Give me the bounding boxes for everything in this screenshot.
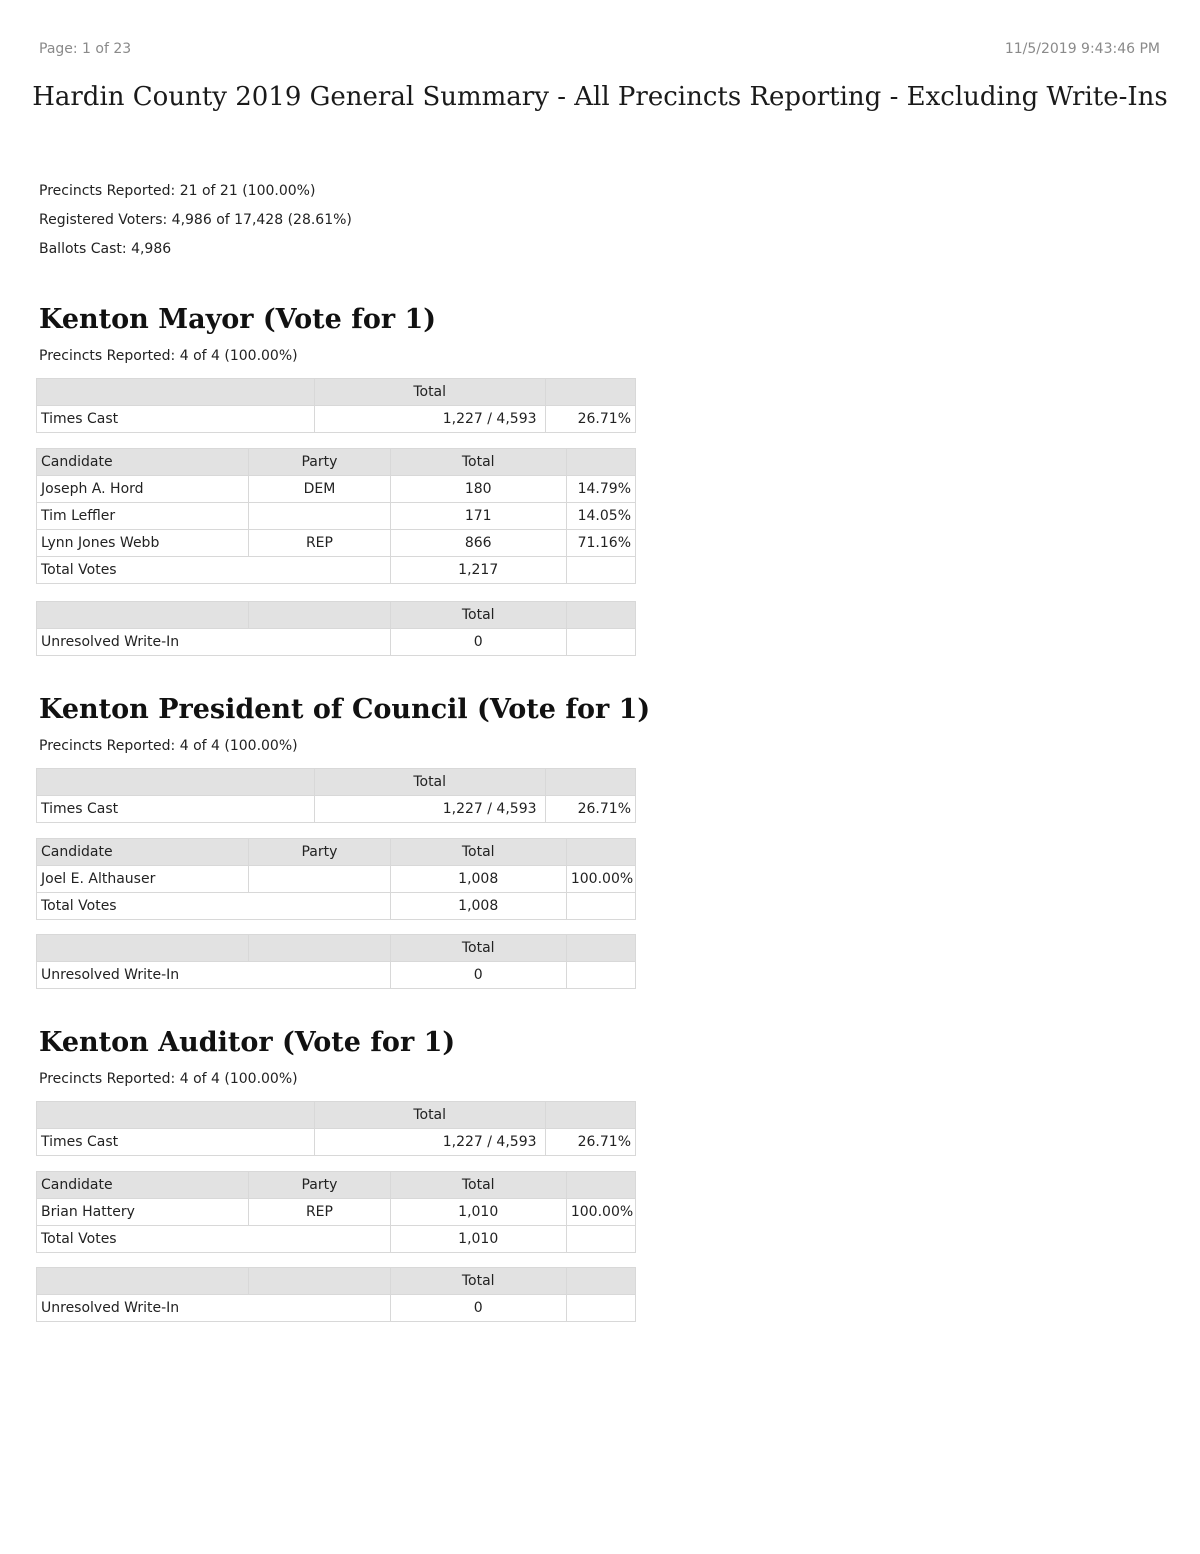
column-header-party: Party [249,1172,390,1199]
race-precincts-reported: Precincts Reported: 4 of 4 (100.00%) [39,738,298,754]
column-header-candidate: Candidate [37,1172,249,1199]
report-title: Hardin County 2019 General Summary - All Precincts Reporting - Excluding Write-Ins [32,82,1168,112]
header-blank [37,935,249,962]
column-header-party: Party [249,839,390,866]
header-blank [249,602,390,629]
candidate-percent: 71.16% [566,530,635,557]
times-cast-value: 1,227 / 4,593 [314,796,545,823]
summary-precincts: Precincts Reported: 21 of 21 (100.00%) [39,183,316,199]
total-votes-value: 1,217 [390,557,566,584]
candidate-name: Brian Hattery [37,1199,249,1226]
total-votes-label: Total Votes [37,557,391,584]
race-title: Kenton Auditor (Vote for 1) [39,1027,456,1058]
candidate-table [36,1171,636,1253]
times-cast-percent: 26.71% [545,1129,635,1156]
candidate-party: REP [249,530,390,557]
times-cast-value: 1,227 / 4,593 [314,1129,545,1156]
column-header-total: Total [390,935,566,962]
total-votes-label: Total Votes [37,893,391,920]
header-blank [566,935,635,962]
times-cast-percent: 26.71% [545,796,635,823]
header-blank [37,1102,315,1129]
empty-cell [566,962,635,989]
header-blank [545,769,635,796]
write-in-table [36,601,636,656]
candidate-name: Joseph A. Hord [37,476,249,503]
candidate-party [249,503,390,530]
candidate-total: 1,010 [390,1199,566,1226]
column-header-total: Total [390,1268,566,1295]
total-votes-row [37,1226,636,1253]
column-header-candidate: Candidate [37,839,249,866]
header-blank [37,379,315,406]
header-blank [566,449,635,476]
total-votes-label: Total Votes [37,1226,391,1253]
column-header-total: Total [314,379,545,406]
column-header-total: Total [390,1172,566,1199]
candidate-party: REP [249,1199,390,1226]
times-cast-table [36,1101,636,1156]
column-header-total: Total [390,602,566,629]
table-row [37,1199,636,1226]
race-precincts-reported: Precincts Reported: 4 of 4 (100.00%) [39,348,298,364]
header-blank [566,839,635,866]
empty-cell [566,629,635,656]
total-votes-row [37,557,636,584]
header-blank [566,1172,635,1199]
times-cast-value: 1,227 / 4,593 [314,406,545,433]
race-precincts-reported: Precincts Reported: 4 of 4 (100.00%) [39,1071,298,1087]
candidate-name: Lynn Jones Webb [37,530,249,557]
column-header-candidate: Candidate [37,449,249,476]
candidate-table [36,838,636,920]
unresolved-write-in-label: Unresolved Write-In [37,1295,391,1322]
header-blank [37,769,315,796]
race-title: Kenton President of Council (Vote for 1) [39,694,651,725]
candidate-percent: 100.00% [566,866,635,893]
candidate-name: Tim Leffler [37,503,249,530]
column-header-total: Total [390,449,566,476]
candidate-total: 180 [390,476,566,503]
header-blank [249,1268,390,1295]
unresolved-write-in-label: Unresolved Write-In [37,629,391,656]
times-cast-label: Times Cast [37,406,315,433]
candidate-party: DEM [249,476,390,503]
report-timestamp: 11/5/2019 9:43:46 PM [1004,41,1160,57]
empty-cell [566,557,635,584]
header-blank [566,1268,635,1295]
header-blank [249,935,390,962]
column-header-party: Party [249,449,390,476]
empty-cell [566,1226,635,1253]
summary-registered-voters: Registered Voters: 4,986 of 17,428 (28.61%) [39,212,352,228]
candidate-percent: 14.79% [566,476,635,503]
candidate-total: 1,008 [390,866,566,893]
unresolved-write-in-value: 0 [390,962,566,989]
page-number: Page: 1 of 23 [39,41,132,57]
race-title: Kenton Mayor (Vote for 1) [39,304,437,335]
total-votes-value: 1,008 [390,893,566,920]
candidate-total: 171 [390,503,566,530]
candidate-table [36,448,636,584]
table-row [37,866,636,893]
column-header-total: Total [390,839,566,866]
header-blank [545,379,635,406]
table-row [37,503,636,530]
unresolved-write-in-value: 0 [390,629,566,656]
column-header-total: Total [314,769,545,796]
header-blank [37,1268,249,1295]
total-votes-value: 1,010 [390,1226,566,1253]
times-cast-label: Times Cast [37,796,315,823]
write-in-table [36,934,636,989]
header-blank [566,602,635,629]
candidate-percent: 14.05% [566,503,635,530]
times-cast-table [36,768,636,823]
total-votes-row [37,893,636,920]
empty-cell [566,893,635,920]
table-row [37,476,636,503]
times-cast-percent: 26.71% [545,406,635,433]
unresolved-write-in-label: Unresolved Write-In [37,962,391,989]
header-blank [545,1102,635,1129]
column-header-total: Total [314,1102,545,1129]
empty-cell [566,1295,635,1322]
times-cast-table [36,378,636,433]
candidate-name: Joel E. Althauser [37,866,249,893]
times-cast-label: Times Cast [37,1129,315,1156]
candidate-party [249,866,390,893]
header-blank [37,602,249,629]
table-row [37,530,636,557]
write-in-table [36,1267,636,1322]
candidate-percent: 100.00% [566,1199,635,1226]
unresolved-write-in-value: 0 [390,1295,566,1322]
summary-ballots-cast: Ballots Cast: 4,986 [39,241,172,257]
candidate-total: 866 [390,530,566,557]
